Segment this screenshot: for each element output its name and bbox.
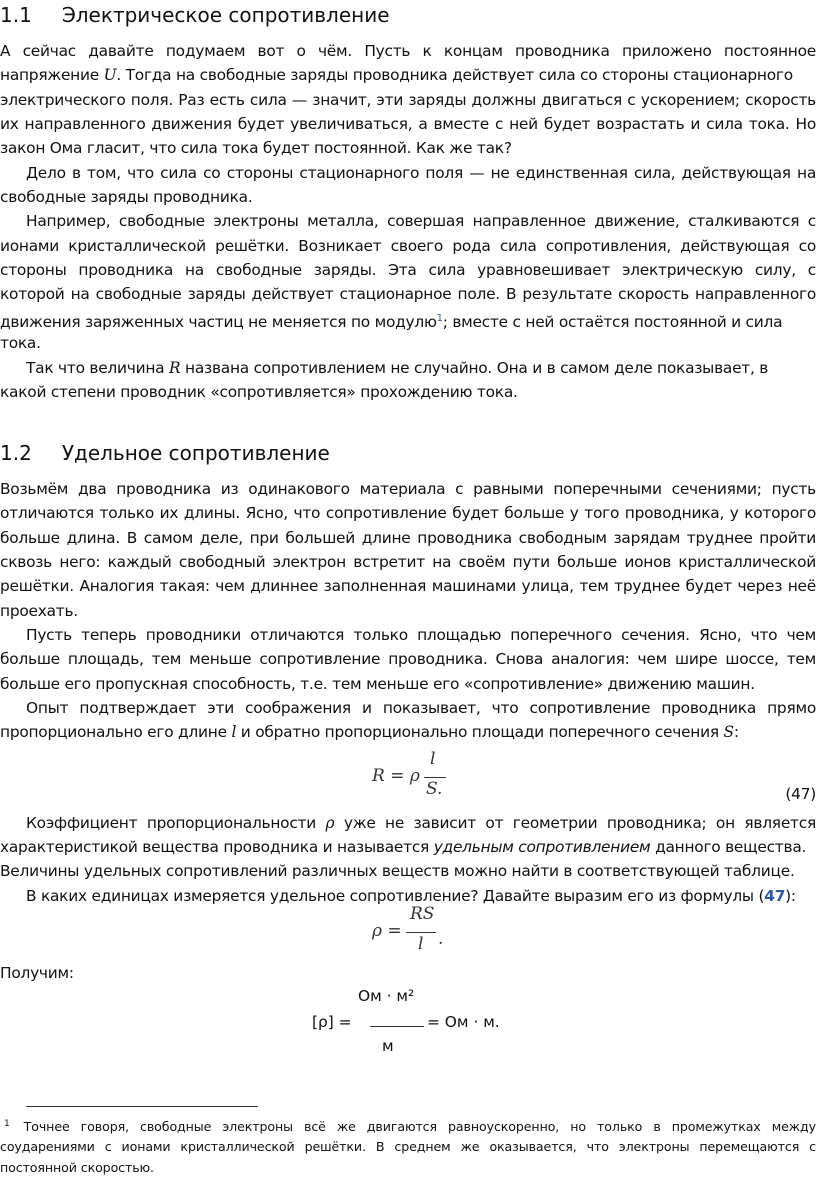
- text-line: электрического поля. Раз есть сила — значит, эти заряды должны двигаться с ускорением; скорость: [0, 91, 816, 109]
- footnote-line: $^1$ Точнее говоря, свободные электроны всё же двигаются равноускоренно, но только в промежутках между: [4, 1119, 816, 1135]
- term-emphasis: удельным сопротивлением: [433, 838, 651, 856]
- text-line: пропорционально его длине l и обратно пропорционально площади поперечного сечения S:: [0, 723, 739, 741]
- text-line: больше площадь, тем меньше сопротивление проводника. Снова аналогия: чем шире шоссе, тем: [0, 650, 816, 668]
- text-line: стороны проводника на свободные заряды. Эта сила уравновешивает электрическую силу, с: [0, 261, 816, 279]
- text-line: Например, свободные электроны металла, совершая направленное движение, сталкиваются с: [26, 212, 816, 230]
- text-line: Получим:: [0, 964, 74, 982]
- text-line: закон Ома гласит, что сила тока будет постоянной. Как же так?: [0, 139, 512, 157]
- equation-units: Ом · м² [ρ] = = Ом · м. м: [312, 987, 500, 1055]
- text-line: больше длина. В самом деле, при большей длине проводника свободным зарядам труднее пройти: [0, 529, 816, 547]
- text-line: Возьмём два проводника из одинакового материала с равными поперечными сечениями; пусть: [0, 480, 816, 498]
- footnote-line: постоянной скоростью.: [0, 1160, 154, 1175]
- equation-link[interactable]: 47: [764, 887, 786, 905]
- section-title: Удельное сопротивление: [61, 441, 330, 465]
- equation-number: (47): [785, 785, 816, 803]
- text-line: Пусть теперь проводники отличаются только площадью поперечного сечения. Ясно, что чем: [26, 626, 816, 644]
- text-line: тока.: [0, 334, 41, 352]
- text-line: Величины удельных сопротивлений различных веществ можно найти в соответствующей таблице.: [0, 862, 795, 880]
- text-line: решётки. Аналогия такая: чем длиннее заполненная машинами улица, тем труднее будет через неё: [0, 577, 816, 595]
- text-line: ионами кристаллической решётки. Возникает своего рода сила сопротивления, действующая со: [0, 237, 816, 255]
- text-line: Так что величина R названа сопротивлением не случайно. Она и в самом деле показывает, в: [26, 359, 769, 377]
- text-line: больше его пропускная способность, т.е. тем меньше его «сопротивление» движению машин.: [0, 675, 755, 693]
- text-line: А сейчас давайте подумаем вот о чём. Пусть к концам проводника приложено постоянное: [0, 42, 816, 60]
- footnote-ref[interactable]: 1: [436, 313, 443, 324]
- text-line: какой степени проводник «сопротивляется» прохождению тока.: [0, 383, 518, 401]
- footnote-line: соударениями с ионами кристаллической решётки. В среднем же оказывается, что электроны перемещаются с: [0, 1139, 816, 1154]
- text-line: свободные заряды проводника.: [0, 188, 253, 206]
- section-heading: [0, 2, 390, 28]
- section-heading: [0, 440, 330, 466]
- section-number: 1.1: [0, 3, 32, 27]
- text-line: сквозь него: каждый свободный электрон встретит на своём пути больше ионов кристаллической: [0, 553, 816, 571]
- footnote-rule: [26, 1106, 258, 1107]
- text-line: Коэффициент пропорциональности ρ уже не зависит от геометрии проводника; он является: [26, 814, 816, 832]
- var-r: R: [169, 359, 181, 377]
- text-line: В каких единицах измеряется удельное сопротивление? Давайте выразим его из формулы (47):: [26, 887, 796, 905]
- section-number: 1.2: [0, 441, 32, 465]
- text-line: их направленного движения будет увеличиваться, а вместе с ней будет возрастать и сила тока. Но: [0, 115, 816, 133]
- text-line: которой на свободные заряды действует стационарное поле. В результате скорость направленного: [0, 285, 816, 303]
- text-line: напряжение U. Тогда на свободные заряды проводника действует сила со стороны стационарного: [0, 66, 793, 84]
- text-line: Опыт подтверждает эти соображения и показывает, что сопротивление проводника прямо: [26, 699, 816, 717]
- text-line: Дело в том, что сила со стороны стационарного поля — не единственная сила, действующая на: [26, 164, 816, 182]
- var-u: U: [103, 66, 117, 84]
- text-line: движения заряженных частиц не меняется по модулю$^1$; вместе с ней остаётся постоянной и сила: [0, 313, 783, 332]
- text-line: характеристикой вещества проводника и называется удельным сопротивлением данного вещества.: [0, 838, 807, 856]
- section-title: Электрическое сопротивление: [61, 3, 390, 27]
- text-line: отличаются только их длины. Ясно, что сопротивление будет больше у того проводника, у которого: [0, 504, 816, 522]
- text-line: проехать.: [0, 602, 78, 620]
